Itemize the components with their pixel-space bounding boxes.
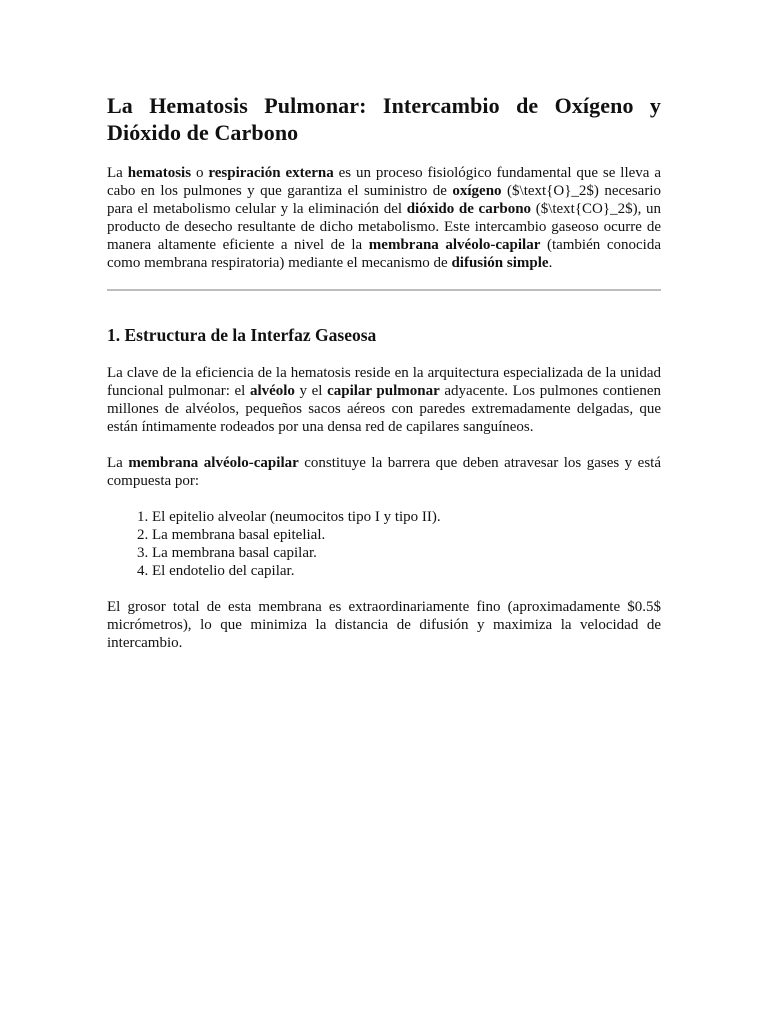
intro-text-5: ($\text{CO}_2$), un producto de desecho resultante de dicho metabolismo. Este intercambio gaseoso ocurre de manera altamente eficiente a nivel de la	[107, 201, 661, 253]
intro-text-4: ($\text{O}_2$) necesario para el metabolismo celular y la eliminación del	[107, 183, 662, 217]
intro-text-2: o	[191, 165, 209, 181]
section-paragraph-2	[107, 454, 661, 490]
para1-text-2: y el	[294, 383, 328, 399]
list-item: 1. El epitelio alveolar (neumocitos tipo I y tipo II).	[152, 508, 661, 526]
document-page	[107, 92, 661, 652]
intro-bold-difusion-simple: difusión simple	[451, 255, 549, 271]
intro-bold-hematosis: hematosis	[127, 165, 192, 181]
intro-bold-dioxido-de-carbono: dióxido de carbono	[406, 201, 532, 217]
intro-text-3: es un proceso fisiológico fundamental que se lleva a cabo en los pulmones y que garantiza el suministro de	[107, 165, 661, 199]
intro-paragraph	[107, 164, 661, 272]
para2-text-2: constituye la barrera que deben atravesar los gases y está compuesta por:	[107, 455, 661, 489]
horizontal-divider	[107, 289, 661, 291]
section-paragraph-3: El grosor total de esta membrana es extraordinariamente fino (aproximadamente $0.5$ micrómetros), lo que minimiza la distancia de difusión y maximiza la velocidad de intercambio.	[107, 599, 661, 651]
list-item: 2. La membrana basal epitelial.	[152, 526, 661, 544]
para2-bold-membrana: membrana alvéolo-capilar	[128, 455, 299, 471]
document-title: La Hematosis Pulmonar: Intercambio de Oxígeno y Dióxido de Carbono	[107, 93, 661, 145]
para1-text-1: La clave de la eficiencia de la hematosis reside en la arquitectura especializada de la unidad funcional pulmonar: el	[107, 365, 661, 399]
para1-bold-capilar-pulmonar: capilar pulmonar	[327, 383, 440, 399]
para1-text-3: adyacente. Los pulmones contienen millones de alvéolos, pequeños sacos aéreos con paredes extremadamente delgadas, que están íntimamente rodeados por una densa red de capilares sanguíneos.	[107, 383, 661, 435]
membrane-layers-list	[107, 508, 661, 580]
para2-text-1: La	[107, 455, 129, 471]
section-paragraph-1	[107, 364, 661, 436]
intro-text-7: .	[548, 255, 553, 271]
section-heading: 1. Estructura de la Interfaz Gaseosa	[107, 325, 377, 345]
list-item: 4. El endotelio del capilar.	[152, 562, 661, 580]
intro-text-6: (también conocida como membrana respiratoria) mediante el mecanismo de	[107, 237, 661, 271]
intro-bold-respiracion-externa: respiración externa	[208, 165, 334, 181]
intro-bold-oxigeno: oxígeno	[452, 183, 502, 199]
intro-text-1: La	[107, 165, 128, 181]
intro-bold-membrana: membrana alvéolo-capilar	[368, 237, 541, 253]
para1-bold-alveolo: alvéolo	[249, 383, 295, 399]
list-item: 3. La membrana basal capilar.	[152, 544, 661, 562]
